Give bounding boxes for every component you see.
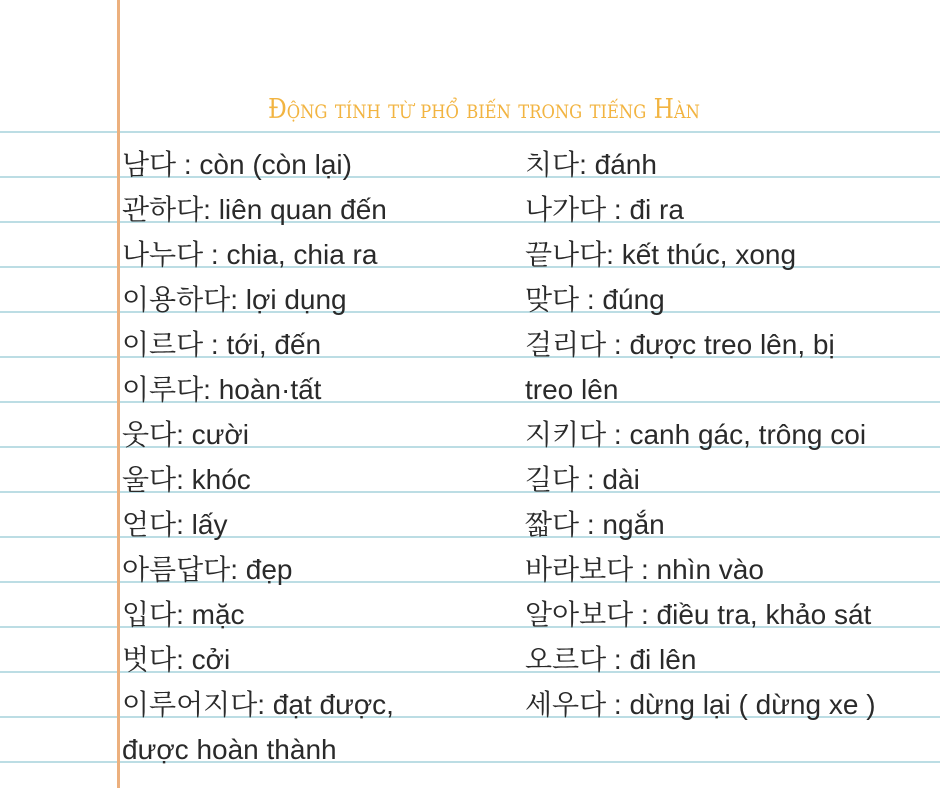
list-item: 짧다 : ngắn <box>525 509 665 540</box>
list-item: 얻다: lấy <box>122 509 228 540</box>
list-item: 울다: khóc <box>122 464 251 495</box>
list-item: 세우다 : dừng lại ( dừng xe ) <box>525 689 876 720</box>
list-item: 나누다 : chia, chia ra <box>122 239 378 270</box>
list-item: 알아보다 : điều tra, khảo sát <box>525 599 872 630</box>
list-item: treo lên <box>525 374 619 405</box>
list-item: 웃다: cười <box>122 419 249 450</box>
list-item: 걸리다 : được treo lên, bị <box>525 329 835 360</box>
list-item: 벗다: cởi <box>122 644 231 675</box>
list-item: 치다: đánh <box>525 149 657 180</box>
list-item: 바라보다 : nhìn vào <box>525 554 764 585</box>
rule-line <box>0 131 940 133</box>
list-item: 이용하다: lợi dụng <box>122 284 347 315</box>
list-item: 입다: mặc <box>122 599 245 630</box>
list-item: 지키다 : canh gác, trông coi <box>525 419 867 450</box>
list-item: 이르다 : tới, đến <box>122 329 322 360</box>
list-item: 이루다: hoàn·tất <box>122 374 322 405</box>
list-item: 아름답다: đẹp <box>122 554 293 585</box>
margin-line <box>117 0 120 788</box>
list-item: 이루어지다: đạt được, <box>122 689 394 720</box>
page-title: Động tính từ phổ biến trong tiếng Hàn <box>268 94 700 125</box>
list-item: được hoàn thành <box>122 734 337 765</box>
list-item: 남다 : còn (còn lại) <box>122 149 352 180</box>
list-item: 끝나다: kết thúc, xong <box>525 239 797 270</box>
list-item: 길다 : dài <box>525 464 640 495</box>
list-item: 관하다: liên quan đến <box>122 194 387 225</box>
list-item: 오르다 : đi lên <box>525 644 697 675</box>
list-item: 나가다 : đi ra <box>525 194 684 225</box>
list-item: 맞다 : đúng <box>525 284 665 315</box>
